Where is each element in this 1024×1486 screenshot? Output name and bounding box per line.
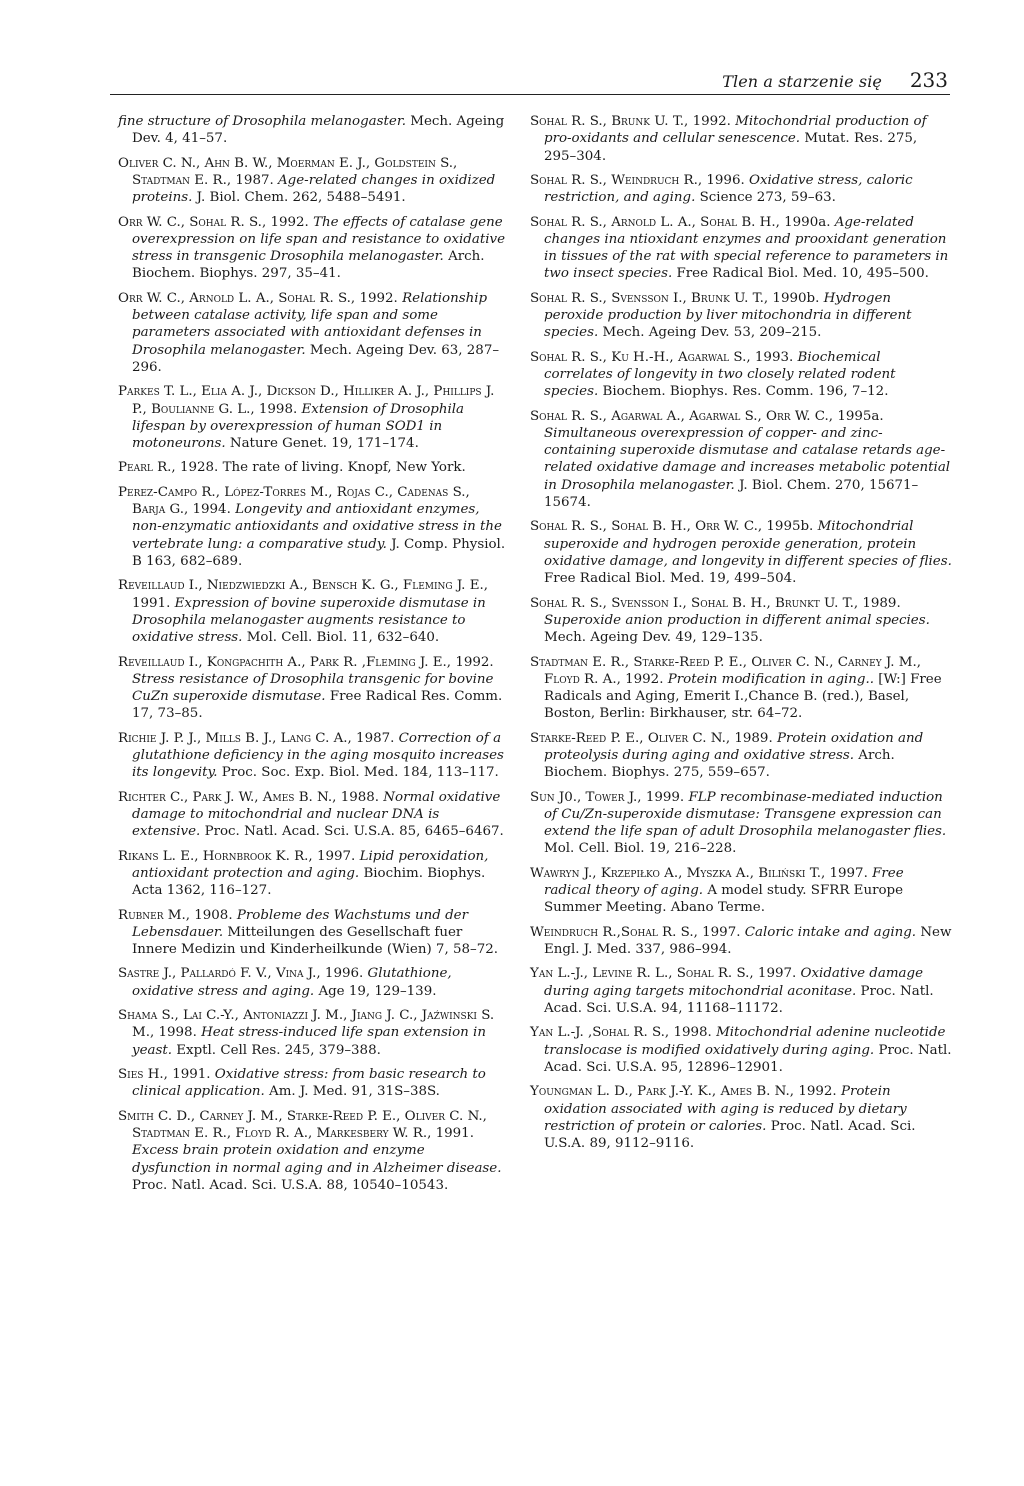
- reference-authors: Sohal R. S., Brunk U. T.,: [530, 114, 689, 129]
- reference-year: 1998.: [158, 1025, 197, 1041]
- reference-title: FLP recombinase-mediated induction of Cu/Zn-superoxide dismutase: Transgene expression can extend the life span of adult Drosophila melanogaster flies.: [544, 789, 947, 840]
- reference-source: J. Biol. Chem. 270, 15671–15674.: [544, 477, 919, 510]
- reference-authors: Pearl R.,: [118, 460, 176, 476]
- reference-year: 1998.: [673, 1025, 712, 1041]
- reference-title: Superoxide anion production in different animal species.: [544, 612, 930, 628]
- reference-source: Science 273, 59–63.: [699, 190, 836, 206]
- reference-title: Relationship between catalase activity, life span and some parameters associated with antioxidant defenses in Drosophila melanogaster.: [132, 290, 488, 358]
- reference-title: Lipid peroxidation, antioxidant protection and aging.: [132, 848, 489, 881]
- reference-year: 1992.: [692, 114, 731, 129]
- reference-source: Mol. Cell. Biol. 19, 216–228.: [544, 841, 737, 857]
- reference-year: 1992.: [359, 290, 398, 306]
- reference-source: J. Comp. Physiol. B 163, 682–689.: [132, 536, 506, 569]
- reference-year: 1908.: [194, 907, 233, 923]
- reference-title: Heat stress-induced life span extension in yeast.: [132, 1025, 486, 1058]
- reference-source: Biochim. Biophys. Acta 1362, 116–127.: [132, 865, 486, 899]
- page-header: [110, 70, 950, 95]
- reference-title: The effects of catalase gene overexpression on life span and resistance to oxidative stress in transgenic Drosophila melanogaster.: [132, 214, 506, 265]
- reference-source: J. Biol. Chem. 262, 5488–5491.: [196, 190, 406, 206]
- reference-source: [W:] Free Radicals and Aging, Emerit I.,Chance B. (red.), Basel, Boston, Berlin: Birkhauser, str. 64–72.: [544, 671, 942, 722]
- reference-title: Age-related changes in oxidized proteins.: [132, 172, 496, 206]
- reference-authors: Starke-Reed P. E., Oliver C. N.,: [530, 730, 731, 746]
- reference-source: Mol. Cell. Biol. 11, 632–640.: [246, 630, 440, 646]
- reference-title: Mitochondrial superoxide and hydrogen peroxide generation, protein oxidative damage, and longevity in different species of flies.: [544, 519, 952, 569]
- reference-year: 1992.: [798, 1084, 837, 1100]
- reference-authors: Reveillaud I., Niedzwiedzki A., Bensch K. G., Fleming J. E.,: [118, 578, 488, 594]
- reference-authors: Sastre J., Pallardó F. V., Vina J.,: [118, 966, 321, 982]
- reference-entry: [530, 113, 952, 165]
- reference-entry: [118, 789, 506, 841]
- reference-source: Mech. Ageing Dev. 4, 41–57.: [132, 114, 505, 147]
- reference-entry: [530, 965, 952, 1017]
- reference-title: Mitochondrial production of pro-oxidants and cellular senescence.: [544, 114, 927, 147]
- reference-year: 1992.: [455, 654, 494, 670]
- reference-year: 1996.: [706, 172, 745, 188]
- reference-title: Extension of Drosophila lifespan by overexpression of human SOD1 in motoneurons.: [132, 401, 465, 451]
- reference-year: 1928.: [179, 460, 219, 476]
- reference-year: 1992.: [625, 671, 664, 687]
- reference-year: 1989.: [862, 595, 901, 611]
- reference-title: Protein modification in aging..: [667, 671, 875, 687]
- reference-entry: [118, 1007, 506, 1059]
- reference-source: Proc. Natl. Acad. Sci. U.S.A. 89, 9112–9116.: [544, 1118, 916, 1152]
- reference-source: Mech. Ageing Dev. 63, 287–296.: [132, 342, 500, 375]
- reference-title: Protein oxidation and proteolysis during aging and oxidative stress.: [544, 730, 924, 763]
- reference-title: Free radical theory of aging.: [544, 865, 904, 899]
- reference-year: 1997.: [702, 924, 741, 940]
- reference-title: Stress resistance of Drosophila transgenic for bovine CuZn superoxide dismutase.: [132, 671, 494, 704]
- reference-entry: [118, 459, 506, 476]
- reference-year: 1993.: [754, 349, 794, 365]
- reference-title: Oxidative stress: from basic research to clinical application.: [132, 1067, 486, 1100]
- reference-entry: [118, 214, 506, 283]
- reference-entry: [118, 1066, 506, 1101]
- reference-entry: [118, 848, 506, 900]
- reference-entry: [530, 924, 952, 959]
- reference-authors: Yan L.-J., Levine R. L., Sohal R. S.,: [530, 966, 754, 982]
- reference-entry: [118, 484, 506, 570]
- reference-entry: [530, 1083, 952, 1152]
- reference-authors: Richter C., Park J. W., Ames B. N.,: [118, 789, 337, 805]
- reference-title: fine structure of Drosophila melanogaster.: [118, 114, 407, 129]
- reference-entry: [530, 654, 952, 723]
- reference-authors: Orr W. C., Arnold L. A., Sohal R. S.,: [118, 290, 356, 306]
- reference-authors: Rikans L. E., Hornbrook K. R.,: [118, 848, 313, 864]
- reference-source: New Engl. J. Med. 337, 986–994.: [544, 924, 952, 957]
- reference-authors: Sohal R. S., Ku H.-H., Agarwal S.,: [530, 349, 751, 365]
- reference-source: Proc. Natl. Acad. Sci. U.S.A. 95, 12896–12901.: [544, 1042, 952, 1075]
- reference-source: Mitteilungen des Gesellschaft fuer Innere Medizin und Kinderheilkunde (Wien) 7, 58–72.: [132, 924, 498, 957]
- reference-entry: [118, 1108, 506, 1194]
- reference-year: 1995a.: [837, 408, 884, 424]
- reference-title: Simultaneous overexpression of copper- and zinc-containing superoxide dismutase and catalase retards age-related oxidative damage and increases metabolic potential in Drosophila melanogaster.: [544, 425, 951, 493]
- reference-source: The rate of living. Knopf, New York.: [222, 460, 466, 476]
- reference-authors: Yan L.-J. ,Sohal R. S.,: [530, 1025, 670, 1041]
- reference-authors: Wawryn J., Krzepiłko A., Myszka A., Biliński T.,: [530, 865, 826, 881]
- reference-authors: Sun J0., Tower J.,: [530, 789, 642, 805]
- reference-source: Am. J. Med. 91, 31S–38S.: [269, 1084, 440, 1100]
- reference-year: 1987.: [235, 172, 274, 188]
- reference-year: 1990a.: [784, 214, 831, 230]
- reference-title: Longevity and antioxidant enzymes, non-enzymatic antioxidants and oxidative stress in the vertebrate lung: a comparative study.: [132, 502, 502, 552]
- reference-year: 1997.: [829, 865, 868, 881]
- references-left-column: [118, 113, 506, 1201]
- reference-source: Mech. Ageing Dev. 53, 209–215.: [602, 325, 822, 341]
- reference-authors: Stadtman E. R., Starke-Reed P. E., Oliver C. N., Carney J. M., Floyd R. A.,: [530, 654, 921, 687]
- reference-authors: Sohal R. S., Sohal B. H., Orr W. C.,: [530, 519, 763, 535]
- reference-source: Proc. Natl. Acad. Sci. U.S.A. 94, 11168–11172.: [544, 983, 934, 1016]
- reference-authors: Oliver C. N., Ahn B. W., Moerman E. J., Goldstein S., Stadtman E. R.,: [118, 155, 458, 188]
- reference-entry: [118, 907, 506, 959]
- reference-year: 1991.: [132, 595, 171, 611]
- page-number: 233: [909, 68, 948, 92]
- reference-year: 1997.: [316, 848, 356, 864]
- reference-title: Probleme des Wachstums und der Lebensdauer.: [132, 907, 468, 940]
- reference-authors: Youngman L. D., Park J.-Y. K., Ames B. N.,: [530, 1084, 795, 1100]
- reference-entry: [118, 965, 506, 1000]
- reference-authors: Reveillaud I., Kongpachith A., Park R. ,Fleming J. E.,: [118, 654, 452, 670]
- reference-year: 1999.: [645, 789, 685, 805]
- reference-source: Mutat. Res. 275, 295–304.: [544, 131, 918, 164]
- reference-year: 1998.: [258, 401, 298, 417]
- reference-year: 1991.: [172, 1067, 211, 1083]
- reference-entry: [530, 1024, 952, 1076]
- reference-entry: [118, 113, 506, 148]
- running-title: Tlen a starzenie się: [722, 72, 882, 91]
- reference-source: Biochem. Biophys. Res. Comm. 196, 7–12.: [602, 384, 889, 400]
- reference-entry: [118, 577, 506, 646]
- reference-authors: Rubner M.,: [118, 907, 190, 923]
- reference-authors: Shama S., Lai C.-Y., Antoniazzi J. M., Jiang J. C., Jaźwinski S. M.,: [118, 1008, 495, 1041]
- reference-authors: Sohal R. S., Arnold L. A., Sohal B. H.,: [530, 214, 780, 230]
- reference-entry: [118, 654, 506, 723]
- reference-entry: [530, 595, 952, 647]
- reference-entry: [530, 290, 952, 342]
- reference-source: Proc. Natl. Acad. Sci. U.S.A. 85, 6465–6467.: [204, 824, 504, 840]
- reference-year: 1988.: [340, 789, 380, 805]
- reference-authors: Richie J. P. J., Mills B. J., Lang C. A.,: [118, 730, 352, 746]
- reference-year: 1987.: [356, 730, 395, 746]
- reference-entry: [530, 789, 952, 858]
- reference-source: Age 19, 129–139.: [318, 983, 437, 999]
- reference-authors: Sohal R. S., Svensson I., Brunk U. T.,: [530, 290, 769, 306]
- reference-source: A model study. SFRR Europe Summer Meeting. Abano Terme.: [544, 883, 904, 916]
- reference-title: Protein oxidation associated with aging is reduced by dietary restriction of protein or calories.: [544, 1084, 907, 1134]
- reference-entry: [118, 730, 506, 782]
- reference-authors: Weindruch R.,Sohal R. S.,: [530, 924, 698, 940]
- reference-authors: Smith C. D., Carney J. M., Starke-Reed P. E., Oliver C. N., Stadtman E. R., Floyd R. A., Markesbery W. R.,: [118, 1108, 487, 1141]
- reference-title: Expression of bovine superoxide dismutase in Drosophila melanogaster augments resistance to oxidative stress.: [132, 595, 486, 646]
- reference-entry: [530, 214, 952, 283]
- reference-year: 1991.: [435, 1126, 474, 1141]
- reference-source: Arch. Biochem. Biophys. 275, 559–657.: [544, 747, 895, 781]
- reference-entry: [118, 383, 506, 452]
- reference-year: 1997.: [757, 966, 797, 982]
- reference-source: Arch. Biochem. Biophys. 297, 35–41.: [132, 249, 485, 282]
- reference-entry: [530, 408, 952, 512]
- reference-source: Free Radical Biol. Med. 19, 499–504.: [544, 571, 797, 587]
- reference-entry: [530, 730, 952, 782]
- reference-entry: [118, 290, 506, 376]
- reference-source: Proc. Natl. Acad. Sci. U.S.A. 88, 10540–10543.: [132, 1177, 449, 1193]
- reference-title: Mitochondrial adenine nucleotide translocase is modified oxidatively during aging.: [544, 1025, 946, 1058]
- reference-authors: Perez-Campo R., López-Torres M., Rojas C., Cadenas S., Barja G.,: [118, 484, 470, 518]
- reference-title: Correction of a glutathione deficiency in the aging mosquito increases its longevity.: [132, 730, 504, 781]
- reference-authors: Sohal R. S., Agarwal A., Agarwal S., Orr W. C.,: [530, 408, 834, 424]
- reference-title: Excess brain protein oxidation and enzyme dysfunction in normal aging and in Alzheimer disease.: [132, 1143, 502, 1176]
- reference-authors: Sohal R. S., Svensson I., Sohal B. H., Brunkt U. T.,: [530, 595, 859, 611]
- reference-title: Caloric intake and aging.: [744, 924, 917, 940]
- reference-year: 1996.: [324, 966, 364, 982]
- reference-year: 1989.: [734, 730, 773, 746]
- reference-authors: Sies H.,: [118, 1067, 168, 1083]
- reference-entry: [118, 155, 506, 207]
- reference-entry: [530, 172, 952, 207]
- reference-title: Hydrogen peroxide production by liver mitochondria in different species.: [544, 290, 912, 341]
- reference-year: 1994.: [192, 502, 231, 518]
- reference-title: Biochemical correlates of longevity in two closely related rodent species.: [544, 349, 896, 400]
- reference-authors: Sohal R. S., Weindruch R.,: [530, 172, 703, 188]
- reference-source: Nature Genet. 19, 171–174.: [229, 436, 419, 451]
- reference-entry: [530, 865, 952, 917]
- references-right-column: [530, 113, 952, 1160]
- reference-title: Normal oxidative damage to mitochondrial and nuclear DNA is extensive.: [132, 789, 501, 840]
- reference-source: Proc. Soc. Exp. Biol. Med. 184, 113–117.: [221, 765, 499, 781]
- reference-year: 1992.: [270, 214, 309, 230]
- reference-authors: Orr W. C., Sohal R. S.,: [118, 214, 267, 230]
- reference-source: Exptl. Cell Res. 245, 379–388.: [176, 1042, 381, 1058]
- reference-title: Age-related changes ina ntioxidant enzymes and prooxidant generation in tissues of the rat with special reference to parameters in two insect species.: [544, 214, 949, 282]
- reference-source: Free Radical Biol. Med. 10, 495–500.: [676, 266, 929, 282]
- reference-authors: Parkes T. L., Elia A. J., Dickson D., Hilliker A. J., Phillips J. P., Boulianne G. L.,: [118, 384, 495, 417]
- reference-entry: [530, 349, 952, 401]
- reference-title: Oxidative damage during aging targets mitochondrial aconitase.: [544, 966, 924, 999]
- reference-year: 1990b.: [772, 290, 820, 306]
- reference-year: 1995b.: [766, 519, 814, 535]
- reference-source: Free Radical Res. Comm. 17, 73–85.: [132, 689, 503, 722]
- reference-source: Mech. Ageing Dev. 49, 129–135.: [544, 630, 763, 646]
- reference-entry: [530, 518, 952, 587]
- reference-title: Glutathione, oxidative stress and aging.: [132, 966, 452, 999]
- reference-title: Oxidative stress, caloric restriction, and aging.: [544, 172, 913, 206]
